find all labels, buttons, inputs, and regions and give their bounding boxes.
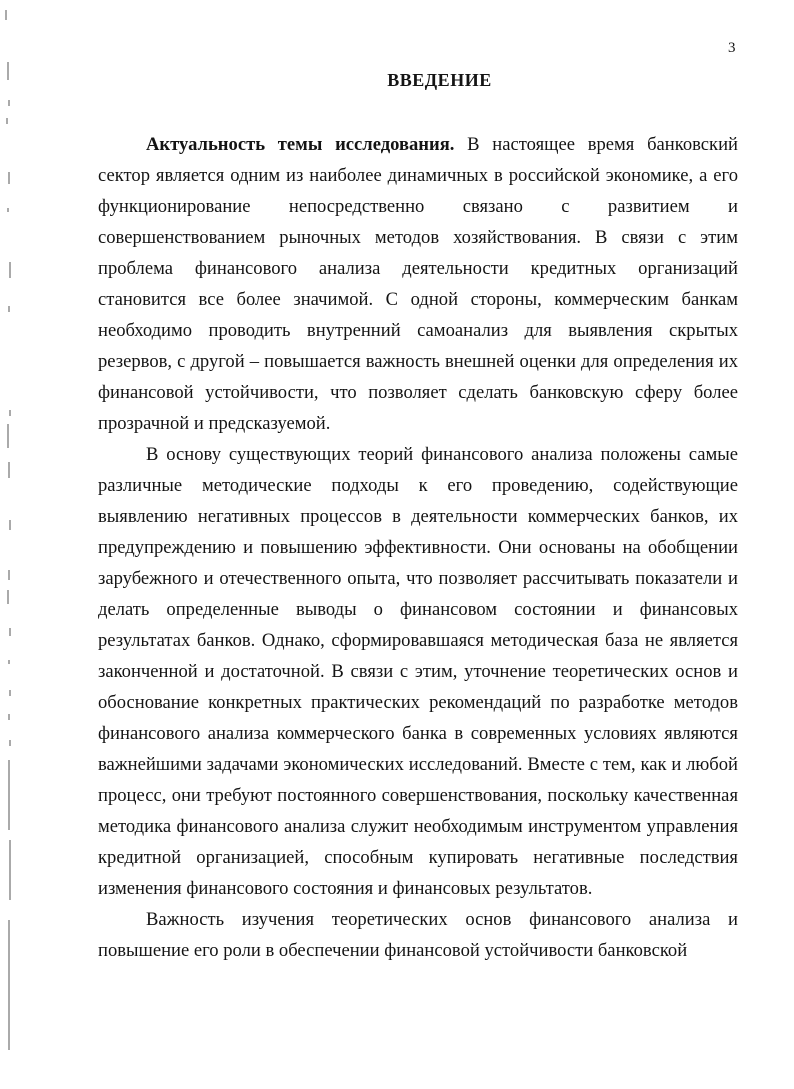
page-title: ВВЕДЕНИЕ: [387, 70, 492, 90]
paragraph-lead: Актуальность темы исследования.: [146, 134, 455, 155]
document-body: [98, 129, 738, 966]
paragraph-theories: В основу существующих теорий финансового анализа положены самые различные методические подходы к его проведению, содействующие выявлению негативных процессов в деятельности коммерческих банков, их предупреждению и повышению эффективности. Они основаны на обобщении зарубежного и отечественного опыта, что позволяет рассчитывать показатели и делать определенные выводы о финансовом состоянии и финансовых результатах банков. Однако, сформировавшаяся методическая база не является законченной и достаточной. В связи с этим, уточнение теоретических основ и обоснование конкретных практических рекомендаций по разработке методов финансового анализа коммерческого банка в современных условиях являются важнейшими задачами экономических исследований. Вместе с тем, как и любой процесс, они требуют постоянного совершенствования, поскольку качественная методика финансового анализа служит необходимым инструментом управления кредитной организацией, способным купировать негативные последствия изменения финансового состояния и финансовых результатов.: [98, 444, 738, 899]
scan-edge-artifacts: [0, 0, 20, 1089]
paragraph-text: В настоящее время банковский сектор является одним из наиболее динамичных в российской экономике, а его функционирование непосредственно связано с развитием и совершенствованием рыночных методов хозяйствования. В связи с этим проблема финансового анализа деятельности кредитных организаций становится все более значимой. С одной стороны, коммерческим банкам необходимо проводить внутренний самоанализ для выявления скрытых резервов, с другой – повышается важность внешней оценки для определения их финансовой устойчивости, что позволяет сделать банковскую сферу более прозрачной и предсказуемой.: [98, 134, 738, 434]
paragraph-relevance: [98, 129, 738, 439]
page-number: 3: [728, 40, 736, 56]
paragraph-importance: Важность изучения теоретических основ финансового анализа и повышение его роли в обеспечении финансовой устойчивости банковской: [98, 909, 738, 961]
